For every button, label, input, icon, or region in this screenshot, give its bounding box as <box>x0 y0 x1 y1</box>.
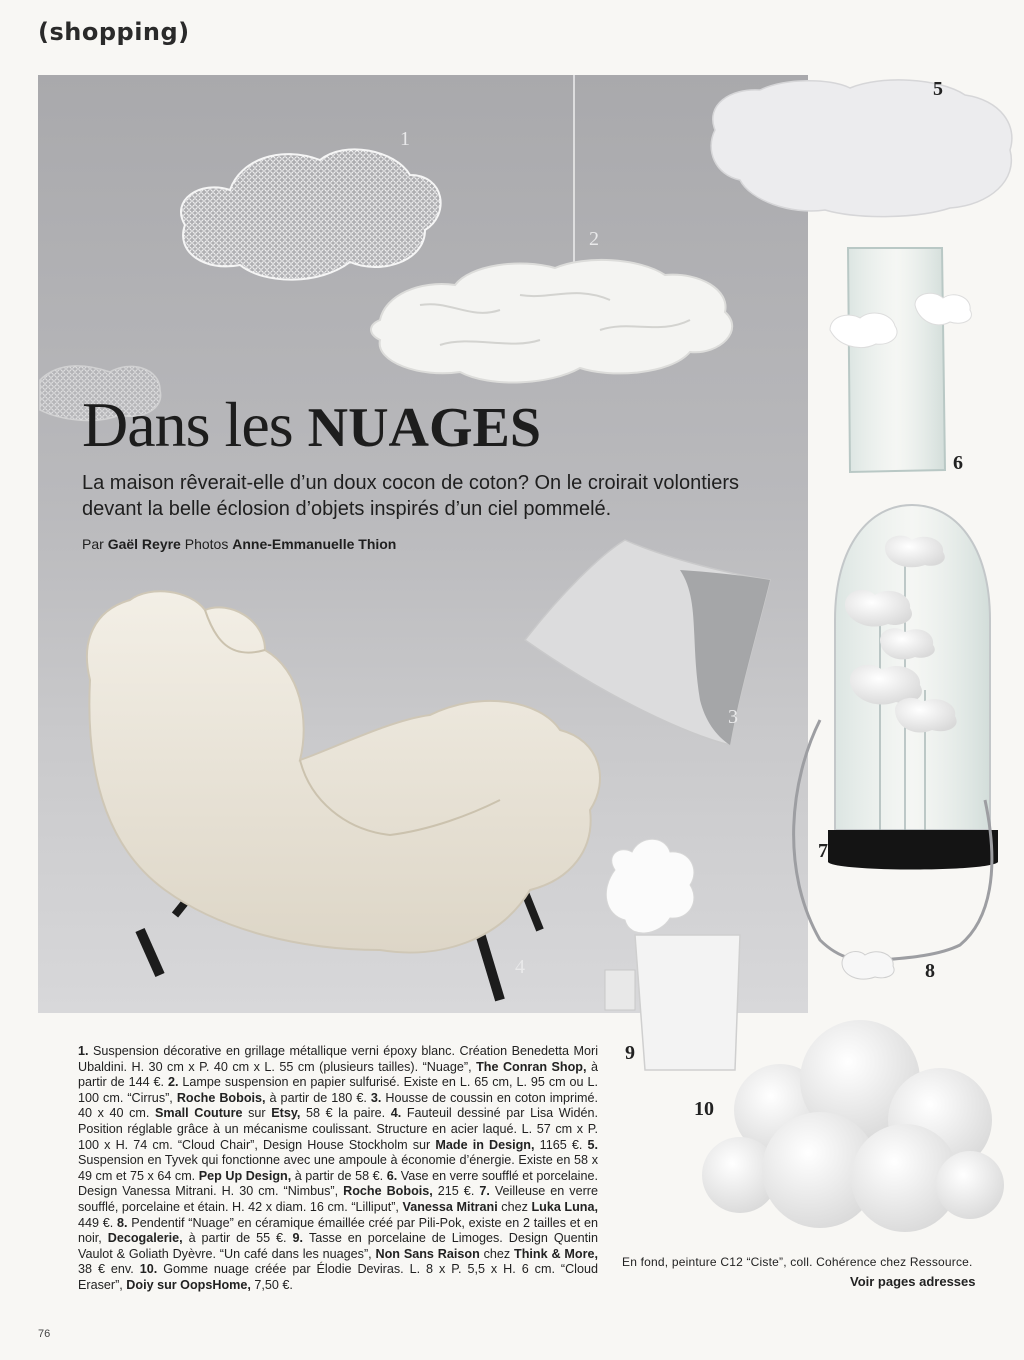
see-addresses-link[interactable]: Voir pages adresses <box>850 1274 976 1289</box>
byline-author: Gaël Reyre <box>107 536 181 552</box>
nimbus-vase-image <box>830 248 971 472</box>
caption-bold-run: Non Sans Raison <box>375 1246 480 1261</box>
caption-bold-run: 1. <box>78 1044 94 1058</box>
item-number-7: 7 <box>818 840 828 862</box>
byline-par: Par <box>82 536 104 552</box>
caption-bold-run: Vanessa Mitrani <box>402 1199 498 1214</box>
caption-bold-run: Roche Bobois, <box>343 1184 433 1199</box>
caption-text-run: Suspension décorative en grillage métallique verni époxy blanc. Création Benedetta Mori Ubaldini. H. 30 cm x P. 40 cm x L. 55 cm (plusieurs tailles). “Nuage”, <box>78 1044 598 1074</box>
caption-text-run: Housse de coussin en coton imprimé. 40 x 40 cm. <box>78 1090 598 1121</box>
section-tag: (shopping) <box>38 18 190 46</box>
title-part-2: NUAGES <box>307 397 542 459</box>
caption-bold-run: 8. <box>117 1215 132 1230</box>
item-number-10: 10 <box>694 1098 714 1120</box>
caption-bold-run: Luka Luna, <box>531 1199 598 1214</box>
cloud-cup-image <box>605 839 740 1070</box>
caption-bold-run: 7. <box>479 1184 495 1199</box>
cloud-chair-image <box>87 591 600 1000</box>
caption-text-run: Fauteuil dessiné par Lisa Widén. Position réglable grâce à un mécanisme coulissant. Structure en acier laqué. L. 57 cm x P. 100 x H. 74 cm. “Cloud Chair”, Design House Stockholm sur <box>78 1106 598 1152</box>
caption-text-run: 58 € la paire. <box>300 1106 391 1121</box>
caption-bold-run: 4. <box>390 1106 407 1121</box>
caption-text-run: Lampe suspension en papier sulfurisé. Existe en L. 65 cm, L. 95 cm ou L. 100 cm. “Cirrus”, <box>78 1075 598 1105</box>
item-number-9: 9 <box>625 1042 635 1064</box>
cloud-eraser-image <box>702 1020 1004 1232</box>
caption-text-run: chez <box>497 1199 532 1214</box>
caption-bold-run: 10. <box>139 1262 164 1277</box>
caption-text-run: sur <box>242 1106 272 1121</box>
caption-text-run: 38 € env. <box>78 1262 140 1277</box>
caption-text-run: Gomme nuage créée par Élodie Deviras. L. 8 x P. 5,5 x H. 6 cm. “Cloud Eraser”, <box>78 1262 598 1292</box>
article-intro: La maison rêverait-elle d’un doux cocon de coton? On le croirait volontiers devant la belle éclosion d’objets inspirés d’un ciel pommelé. <box>82 472 740 520</box>
item-number-8: 8 <box>925 960 935 982</box>
caption-bold-run: Think & More, <box>514 1246 598 1261</box>
caption-text-run: Pendentif “Nuage” en céramique émaillée créé par Pili-Pok, existe en 2 tailles et en noir, <box>78 1215 599 1246</box>
article-title <box>82 388 541 462</box>
item-number-4: 4 <box>515 956 525 978</box>
caption-bold-run: Made in Design, <box>435 1137 535 1152</box>
caption-bold-run: 6. <box>386 1168 401 1183</box>
caption-text-run: à partir de 55 €. <box>182 1231 293 1246</box>
caption-text-run: Veilleuse en verre soufflé, porcelaine et étain. H. 42 x diam. 16 cm. “Lilliput”, <box>78 1184 598 1214</box>
title-part-1: Dans les <box>82 389 293 460</box>
caption-bold-run: 2. <box>167 1075 183 1090</box>
item-number-2: 2 <box>589 228 599 250</box>
caption-text-run: 215 €. <box>432 1184 480 1199</box>
caption-bold-run: The Conran Shop, <box>476 1059 587 1074</box>
caption-bold-run: Doiy sur OopsHome, <box>126 1277 251 1292</box>
byline-photos: Photos <box>184 536 229 552</box>
tyvek-cloud-pendant-image <box>711 80 1012 217</box>
caption-text-run: 449 €. <box>78 1215 118 1230</box>
caption-bold-run: 9. <box>292 1231 309 1246</box>
item-number-6: 6 <box>953 452 963 474</box>
caption-text-run: Vase en verre soufflé et porcelaine. Design Vanessa Mitrani. H. 30 cm. “Nimbus”, <box>78 1168 598 1199</box>
product-caption <box>78 1044 598 1294</box>
caption-bold-run: Decogalerie, <box>107 1231 183 1246</box>
caption-bold-run: Small Couture <box>155 1106 243 1121</box>
lilliput-dome-image <box>828 505 998 870</box>
caption-bold-run: Pep Up Design, <box>198 1168 292 1183</box>
caption-bold-run: Roche Bobois, <box>176 1090 266 1105</box>
caption-bold-run: 5. <box>587 1137 598 1152</box>
item-number-3: 3 <box>728 706 738 728</box>
byline-photographer: Anne-Emmanuelle Thion <box>232 536 397 552</box>
caption-text-run: Tasse en porcelaine de Limoges. Design Quentin Vaulot & Goliath Dyèvre. “Un café dans les nuages”, <box>78 1231 598 1261</box>
caption-bold-run: 3. <box>370 1090 386 1105</box>
item-number-1: 1 <box>400 128 410 150</box>
background-paint-credit: En fond, peinture C12 “Ciste”, coll. Cohérence chez Ressource. <box>622 1255 973 1269</box>
caption-text-run: chez <box>479 1246 515 1261</box>
caption-text-run: à partir de 58 €. <box>291 1168 387 1183</box>
page-number: 76 <box>38 1328 51 1340</box>
caption-bold-run: Etsy, <box>271 1106 301 1121</box>
item-number-5: 5 <box>933 78 943 100</box>
caption-text-run: 7,50 €. <box>250 1277 293 1292</box>
byline <box>82 536 396 552</box>
caption-text-run: à partir de 180 €. <box>265 1090 371 1105</box>
caption-text-run: à partir de 144 €. <box>78 1059 598 1090</box>
caption-text-run: Suspension en Tyvek qui fonctionne avec une ampoule à économie d’énergie. Existe en 58 x 49 cm et 75 x 64 cm. <box>78 1153 598 1183</box>
wire-cloud-pendant-image <box>181 149 441 279</box>
caption-text-run: 1165 €. <box>534 1137 588 1152</box>
